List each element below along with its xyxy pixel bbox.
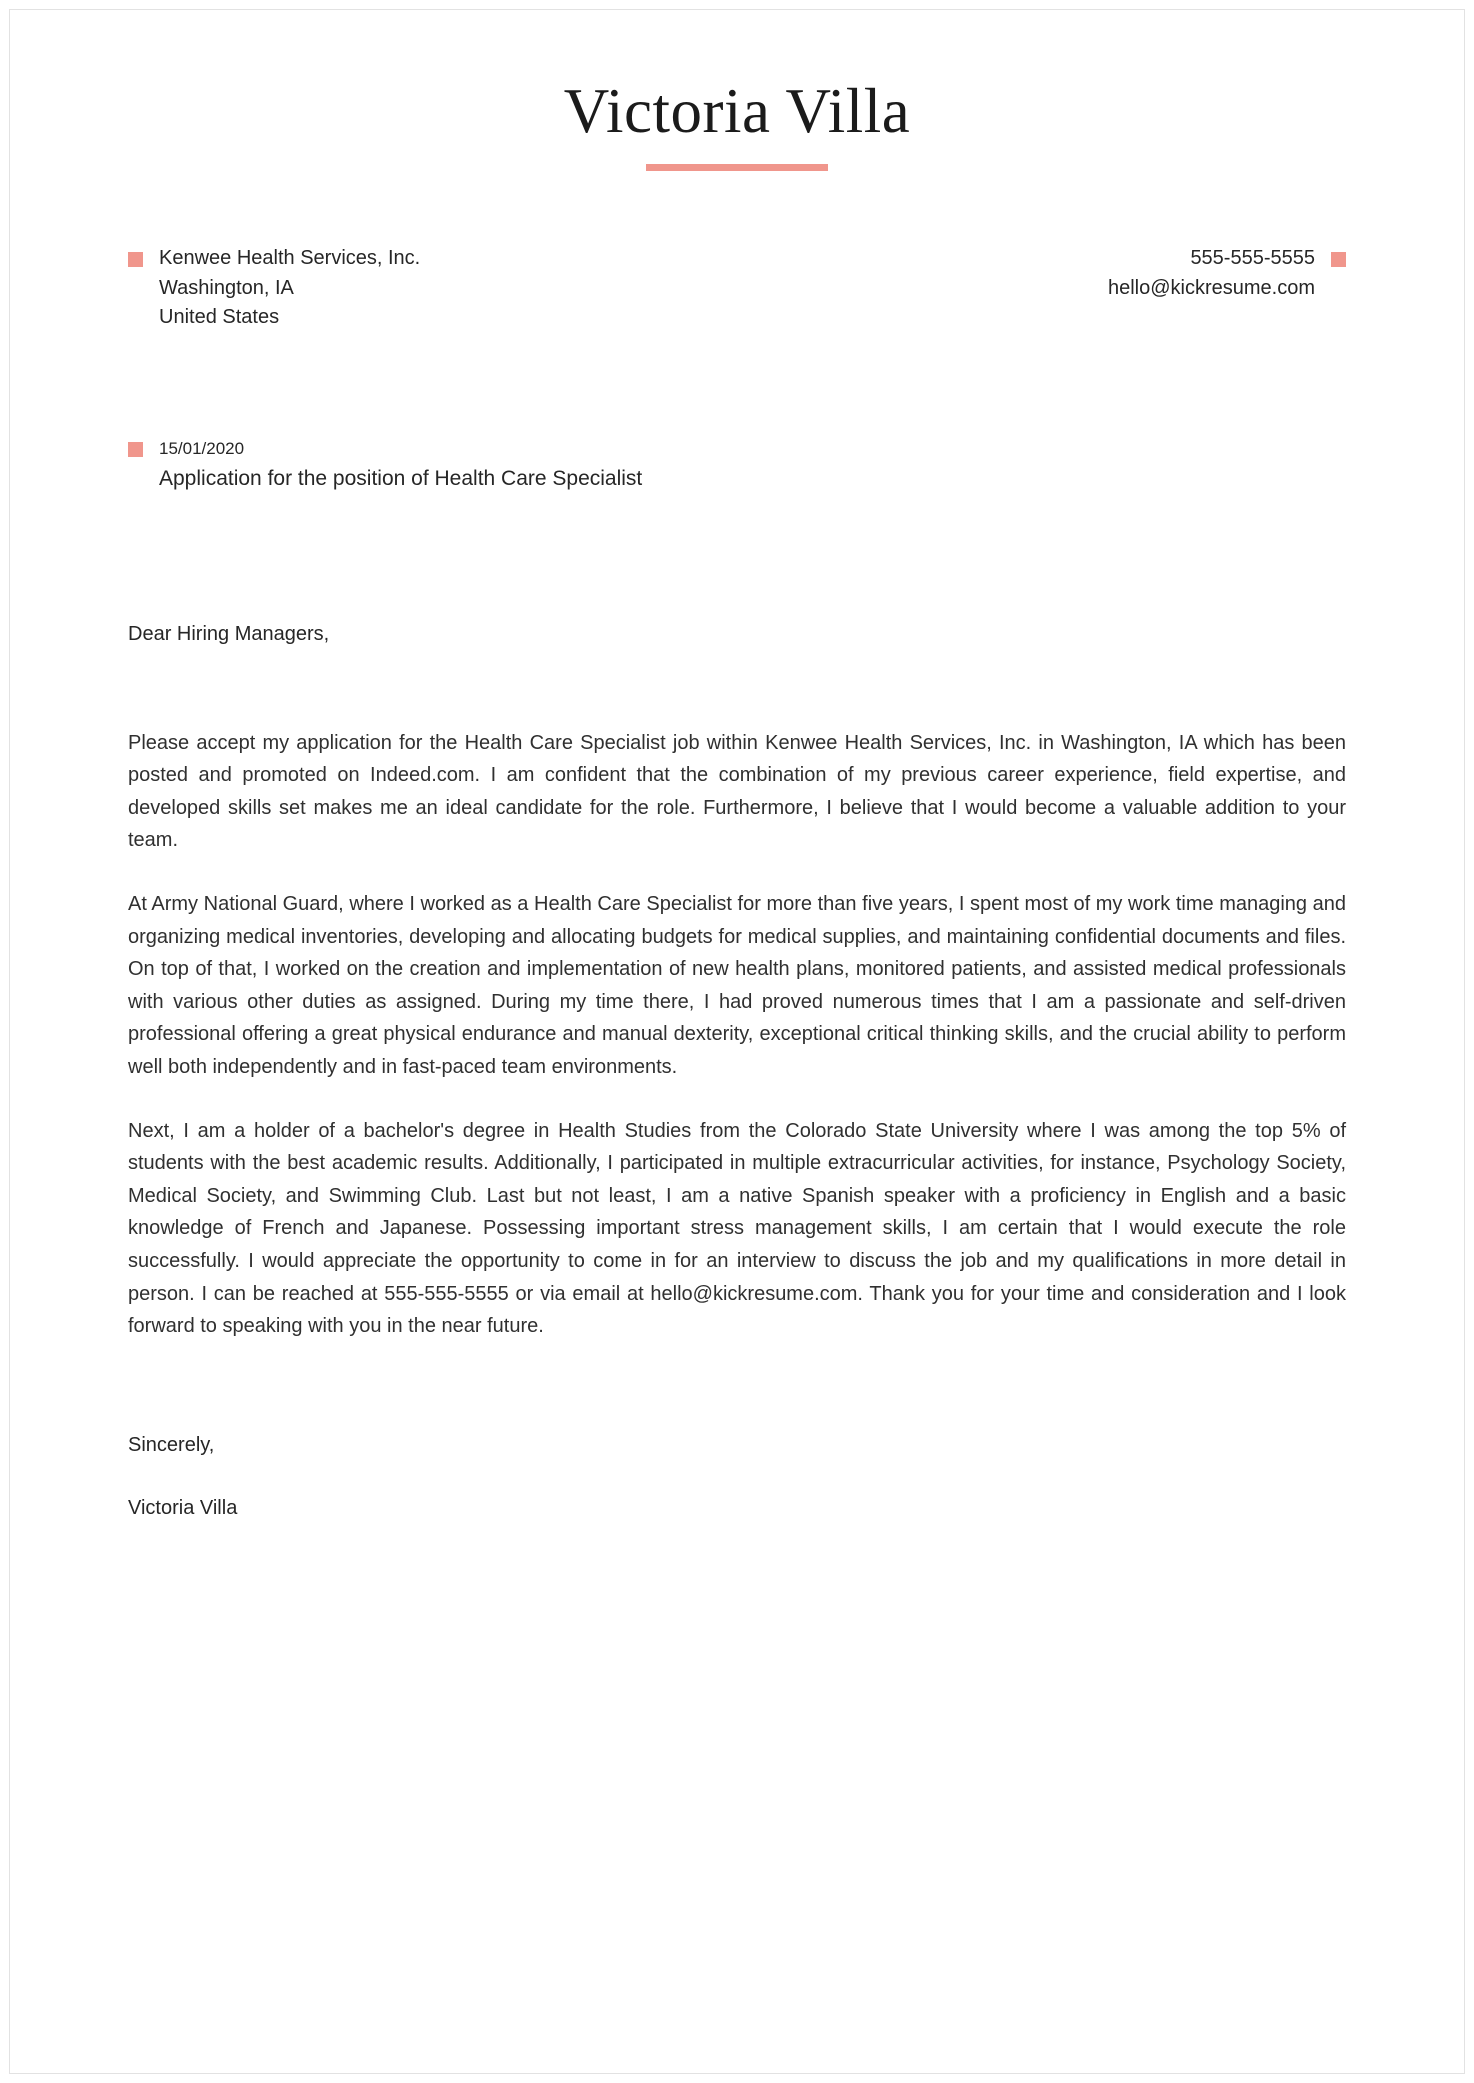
letter-subject: Application for the position of Health Care Specialist [159, 467, 643, 491]
body-paragraph: Next, I am a holder of a bachelor's degree in Health Studies from the Colorado State University where I was among the top 5% of students with the best academic results. Additionally, I participated in multiple extracurricular activities, for instance, Psychology Society, Medical Society, and Swimming Club. Last but not least, I am a native Spanish speaker with a proficiency in English and a basic knowledge of French and Japanese. Possessing important stress management skills, I am certain that I would execute the role successfully. I would appreciate the opportunity to come in for an interview to discuss the job and my qualifications in more detail in person. I can be reached at 555-555-5555 or via email at hello@kickresume.com. Thank you for your time and consideration and I look forward to speaking with you in the near future. [128, 1119, 1346, 1338]
recipient-city-state: Washington, IA [159, 276, 294, 299]
address-contact-row [0, 244, 1474, 332]
date-subject-lines [159, 437, 642, 494]
letter-body [0, 727, 1474, 1343]
name-accent-underline [646, 164, 828, 171]
body-paragraph: At Army National Guard, where I worked as a Health Care Specialist for more than five years, I spent most of my work time managing and organizing medical inventories, developing and allocating budgets for medical supplies, and maintaining confidential documents and files. On top of that, I worked on the creation and implementation of new health plans, monitored patients, and assisted medical professionals with various other duties as assigned. During my time there, I had proved numerous times that I am a passionate and self-driven professional offering a great physical endurance and manual dexterity, exceptional critical thinking skills, and the crucial ability to perform well both independently and in fast-paced team environments. [128, 892, 1346, 1078]
contact-block [1108, 244, 1346, 303]
date-subject-block [0, 437, 1474, 494]
body-paragraph: Please accept my application for the Health Care Specialist job within Kenwee Health Services, Inc. in Washington, IA which has been posted and promoted on Indeed.com. I am confident that the combination of my previous career experience, field expertise, and developed skills set makes me an ideal candidate for the role. Furthermore, I believe that I would become a valuable addition to your team. [128, 731, 1346, 852]
contact-email: hello@kickresume.com [1107, 276, 1315, 299]
recipient-company: Kenwee Health Services, Inc. [159, 247, 421, 270]
letter-header [0, 0, 1474, 171]
recipient-lines [159, 244, 420, 332]
signature-name: Victoria Villa [128, 1496, 238, 1519]
letter-closing [0, 1434, 1474, 1520]
closing-salutation: Sincerely, [128, 1433, 215, 1456]
square-bullet-icon [1331, 252, 1346, 267]
recipient-block [128, 244, 420, 332]
square-bullet-icon [128, 442, 143, 457]
recipient-country: United States [159, 305, 280, 328]
contact-lines [1108, 244, 1315, 303]
letter-date: 15/01/2020 [159, 439, 245, 459]
contact-phone: 555-555-5555 [1190, 247, 1315, 270]
square-bullet-icon [128, 252, 143, 267]
applicant-name: Victoria Villa [563, 76, 911, 146]
letter-salutation: Dear Hiring Managers, [128, 622, 330, 645]
